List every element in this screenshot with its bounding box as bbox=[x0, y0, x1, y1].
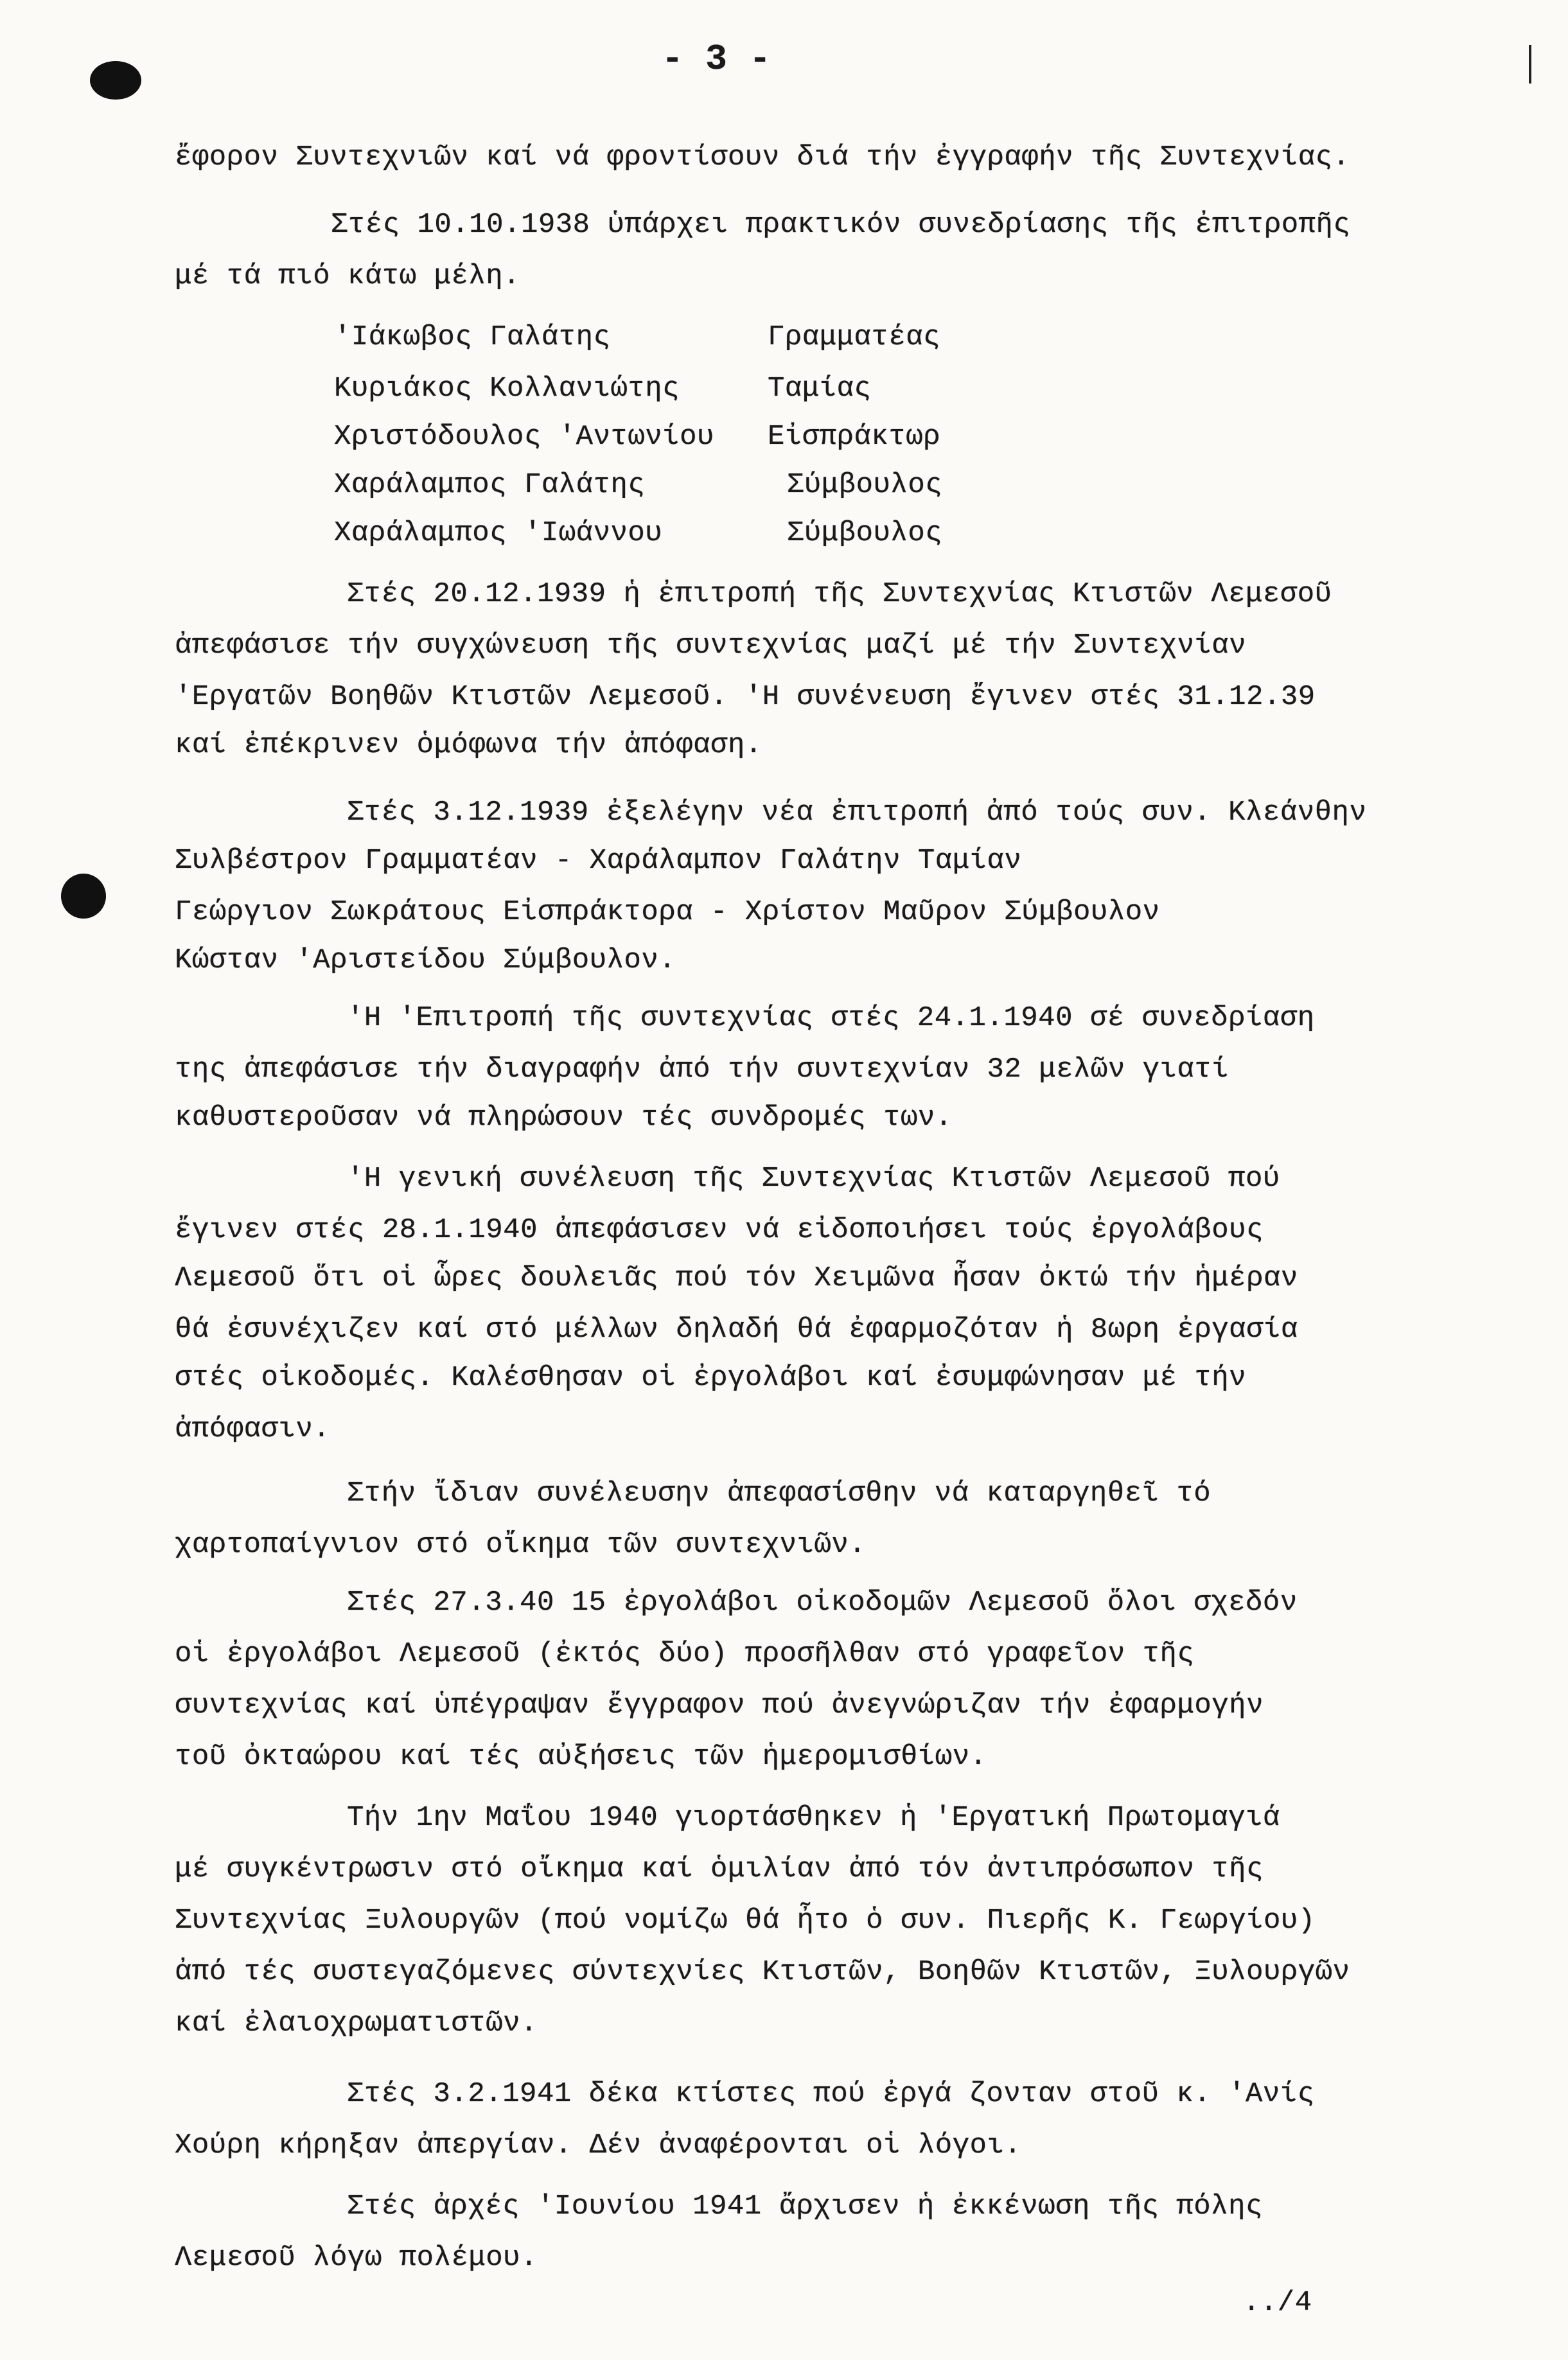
text-line: χαρτοπαίγνιον στό οἴκημα τῶν συντεχνιῶν. bbox=[175, 1529, 867, 1561]
text-line: ἔφορον Συντεχνιῶν καί νά φροντίσουν διά τήν ἐγγραφήν τῆς Συντεχνίας. bbox=[175, 141, 1350, 173]
text-line: θά ἐσυνέχιζεν καί στό μέλλων δηλαδή θά ἐφαρμοζόταν ἡ 8ωρη ἐργασία bbox=[175, 1314, 1298, 1346]
text-line: Συλβέστρον Γραμματέαν - Χαράλαμπον Γαλάτην Ταμίαν bbox=[175, 845, 1022, 877]
text-line: ἀπεφάσισε τήν συγχώνευση τῆς συντεχνίας μαζί μέ τήν Συντεχνίαν bbox=[175, 630, 1247, 662]
text-line: Στές 3.12.1939 ἐξελέγην νέα ἐπιτροπή ἀπό τούς συν. Κλεάνθην bbox=[347, 797, 1367, 829]
text-line: συντεχνίας καί ὑπέγραψαν ἔγγραφον πού ἀνεγνώριζαν τήν ἐφαρμογήν bbox=[175, 1689, 1264, 1722]
text-line: 'Εργατῶν Βοηθῶν Κτιστῶν Λεμεσοῦ. 'Η συνένευση ἔγινεν στές 31.12.39 bbox=[175, 681, 1316, 713]
text-line: καθυστεροῦσαν νά πληρώσουν τές συνδρομές των. bbox=[175, 1102, 953, 1134]
member-role: Ταμίας bbox=[768, 373, 872, 405]
member-name: 'Ιάκωβος Γαλάτης bbox=[334, 321, 611, 353]
text-line: ἀπό τές συστεγαζόμενες σύντεχνίες Κτιστῶν, Βοηθῶν Κτιστῶν, Ξυλουργῶν bbox=[175, 1956, 1350, 1988]
text-line: οἱ ἐργολάβοι Λεμεσοῦ (ἐκτός δύο) προσῆλθαν στό γραφεῖον τῆς bbox=[175, 1638, 1195, 1670]
text-line: Στήν ἴδιαν συνέλευσην ἀπεφασίσθην νά καταργηθεῖ τό bbox=[347, 1477, 1211, 1510]
text-line: Τήν 1ην Μαΐου 1940 γιορτάσθηκεν ἡ 'Εργατική Πρωτομαγιά bbox=[347, 1802, 1280, 1834]
text-line: ἔγινεν στές 28.1.1940 ἀπεφάσισεν νά εἰδοποιήσει τούς ἐργολάβους bbox=[175, 1214, 1264, 1246]
text-line: Στές ἀρχές 'Ιουνίου 1941 ἄρχισεν ἡ ἐκκένωση τῆς πόλης bbox=[347, 2190, 1263, 2223]
text-line: Λεμεσοῦ λόγω πολέμου. bbox=[175, 2242, 538, 2274]
text-line: μέ τά πιό κάτω μέλη. bbox=[175, 260, 521, 292]
continuation-marker: ../4 bbox=[1243, 2287, 1312, 2319]
text-line: Συντεχνίας Ξυλουργῶν (πού νομίζω θά ἦτο ὁ συν. Πιερῆς Κ. Γεωργίου) bbox=[175, 1905, 1316, 1937]
text-line: Λεμεσοῦ ὅτι οἱ ὧρες δουλειᾶς πού τόν Χειμῶνα ἦσαν ὀκτώ τήν ἡμέραν bbox=[175, 1262, 1298, 1294]
text-line: της ἀπεφάσισε τήν διαγραφήν ἀπό τήν συντεχνίαν 32 μελῶν γιατί bbox=[175, 1053, 1229, 1086]
text-line: τοῦ ὀκταώρου καί τές αὐξήσεις τῶν ἡμερομισθίων. bbox=[175, 1741, 987, 1773]
member-name: Χαράλαμπος Γαλάτης bbox=[334, 469, 646, 501]
ink-blot-top-left bbox=[90, 61, 141, 100]
text-line: ἀπόφασιν. bbox=[175, 1413, 331, 1445]
member-name: Χαράλαμπος 'Ιωάννου bbox=[334, 517, 663, 549]
ink-blot-left-margin bbox=[61, 874, 106, 919]
text-line: Κώσταν 'Αριστείδου Σύμβουλον. bbox=[175, 944, 676, 976]
text-line: Χούρη κήρηξαν ἀπεργίαν. Δέν ἀναφέρονται οἱ λόγοι. bbox=[175, 2129, 1022, 2162]
member-name: Κυριάκος Κολλανιώτης bbox=[334, 373, 680, 405]
member-role: Γραμματέας bbox=[768, 321, 941, 353]
text-line: στές οἰκοδομές. Καλέσθησαν οἱ ἐργολάβοι καί ἐσυμφώνησαν μέ τήν bbox=[175, 1362, 1247, 1394]
text-line: Στές 20.12.1939 ἡ ἐπιτροπή τῆς Συντεχνίας Κτιστῶν Λεμεσοῦ bbox=[347, 578, 1332, 610]
text-line: Στές 27.3.40 15 ἐργολάβοι οἰκοδομῶν Λεμεσοῦ ὅλοι σχεδόν bbox=[347, 1587, 1298, 1619]
text-line: 'Η 'Επιτροπή τῆς συντεχνίας στές 24.1.1940 σέ συνεδρίαση bbox=[347, 1002, 1315, 1034]
scan-mark-top-right bbox=[1529, 45, 1531, 84]
text-line: Στές 10.10.1938 ὑπάρχει πρακτικόν συνεδρίασης τῆς ἐπιτροπῆς bbox=[331, 209, 1351, 241]
text-line: 'Η γενική συνέλευση τῆς Συντεχνίας Κτιστῶν Λεμεσοῦ πού bbox=[347, 1163, 1280, 1195]
text-line: καί ἐλαιοχρωματιστῶν. bbox=[175, 2007, 538, 2039]
text-line: Στές 3.2.1941 δέκα κτίστες πού ἐργά ζονταν στοῦ κ. 'Ανίς bbox=[347, 2078, 1315, 2110]
page-number: - 3 - bbox=[662, 39, 771, 80]
member-name: Χριστόδουλος 'Αντωνίου bbox=[334, 421, 714, 453]
member-role: Σύμβουλος bbox=[787, 469, 943, 501]
text-line: Γεώργιον Σωκράτους Εἰσπράκτορα - Χρίστον Μαῦρον Σύμβουλον bbox=[175, 896, 1160, 928]
text-line: μέ συγκέντρωσιν στό οἴκημα καί ὁμιλίαν ἀπό τόν ἀντιπρόσωπον τῆς bbox=[175, 1853, 1264, 1885]
member-role: Σύμβουλος bbox=[787, 517, 943, 549]
text-line: καί ἐπέκρινεν ὁμόφωνα τήν ἀπόφαση. bbox=[175, 729, 762, 761]
member-role: Εἰσπράκτωρ bbox=[768, 421, 941, 453]
